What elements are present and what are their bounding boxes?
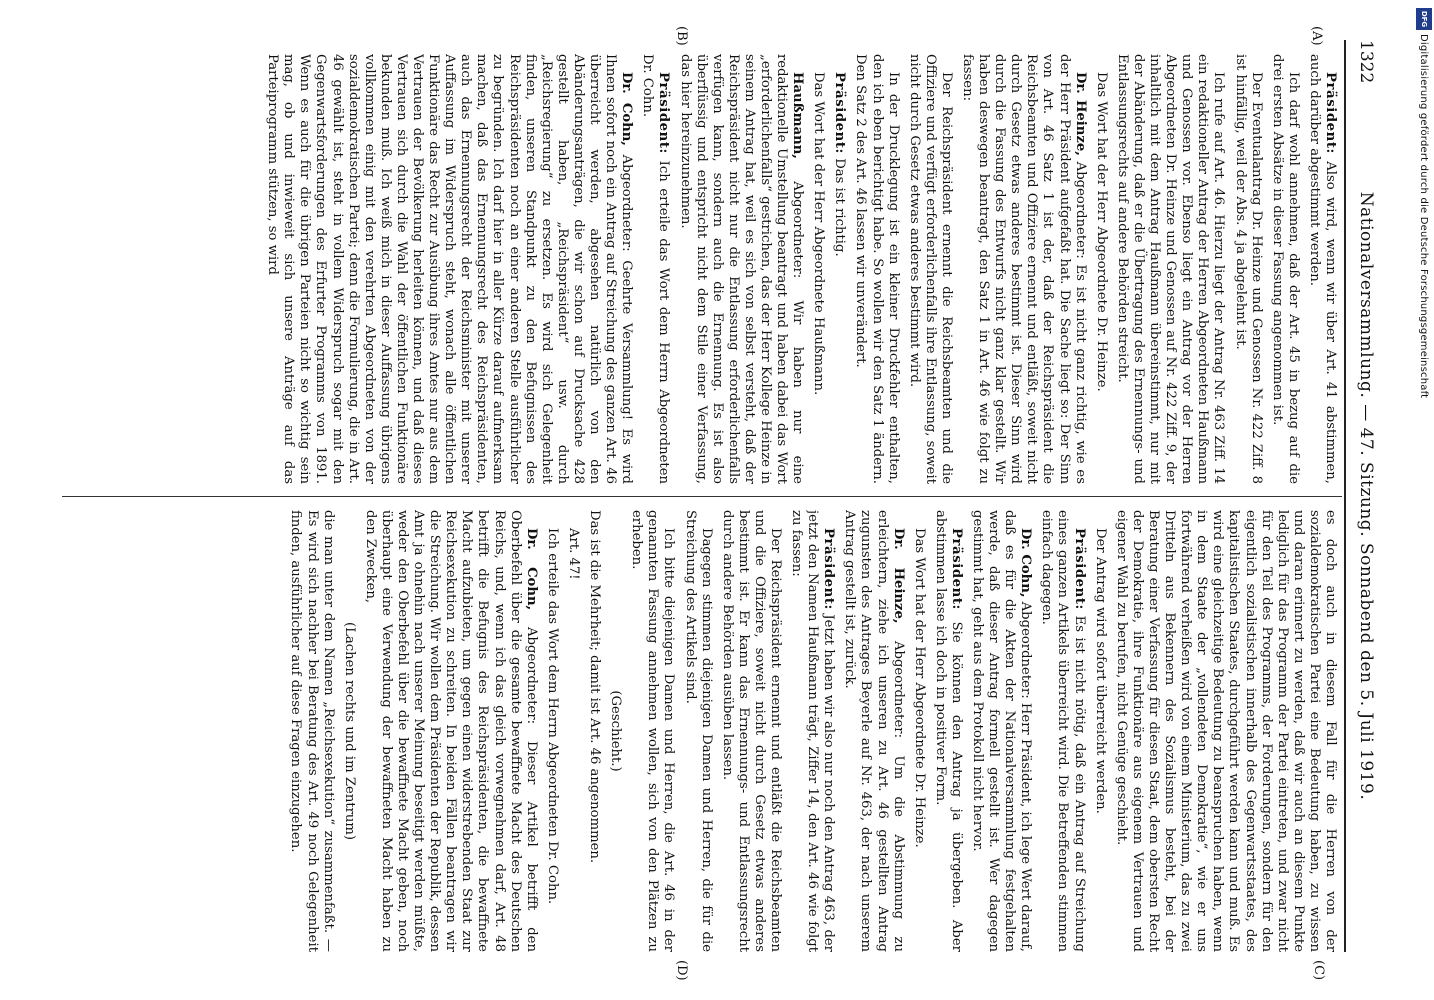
- speaker-label: Präsident:: [832, 72, 848, 155]
- paragraph: [831, 54, 847, 484]
- paragraph-text: Abgeordneter: Geehrte Versammlung! Es wird Ihnen sofort noch ein Antrag auf Streichung des ganzen Art. 46 überreicht werden, abgesehen natürlich von den Abänderungsanträgen, die wir schon auf Drucksache 428 gestellt haben, „Reichspräsident“ usw. durch „Reichsregierung“ zu ersetzen. Es wird sich Gelegenheit finden, unseren Standpunkt zu den Befugnissen des Reichspräsidenten noch an einer anderen Stelle ausführlicher zu begründen. Ich darf hier in aller Kürze darauf aufmerksam machen, daß das Ernennungsrecht des Reichspräsidenten, auch das Ernennungsrecht der Reichsminister mit unserer Auffassung im Widerspruch steht, wonach alle öffentlichen Funktionäre das Recht zur Ausübung ihres Amtes nur aus dem Vertrauen der Bevölkerung herleiten können, und daß dieses Vertrauen sich durch die Wahl der öffentlichen Funktionäre bekunden muß. Ich weiß mich in dieser Auffassung übrigens vollkommen einig mit den verehrten Abgeordneten von der sozialdemokratischen Partei; denn die Formulierung, die in Art. 46 gewählt ist, steht in vollem Widerspruch sogar mit den Gegenwartsforderungen des Erfurter Programms von 1891. Wenn es auch für die übrigen Parteien nicht so wichtig sein mag, ob und inwieweit sich unsere Anträge auf das Parteiprogramm stützen, so wird: [265, 54, 635, 484]
- paragraph: die man unter dem Namen „Reichsexekution“ zusammenfaßt. — Es wird sich nachher bei Beratung des Art. 49 noch Gelegenheit finden, ausführlicher auf diese Fragen einzugehen.: [288, 510, 336, 952]
- margin-marker-c: (C): [1311, 960, 1326, 981]
- paragraph-text: Abgeordneter: Um die Abstimmung zu erleichtern, ziehe ich unseren zu Art. 46 gestellten Antrag zugunsten des Antrages Beyerle auf Nr. 463, der nach unserem Antrag gestellt ist, zurück.: [842, 510, 906, 952]
- paragraph: Ich darf wohl annehmen, daß der Art. 45 in bezug auf die drei ersten Absätze in dieser Fassung angenommen ist.: [1269, 54, 1301, 484]
- stage-direction: (Lachen rechts und im Zentrum): [341, 621, 357, 841]
- speaker-name: Dr. Heinze,: [1072, 72, 1088, 156]
- paragraph: Dagegen stimmen diejenigen Damen und Herren, die für die Streichung des Artikels sind.: [682, 510, 714, 952]
- margin-marker-b: (B): [674, 26, 689, 46]
- paragraph: Ich bitte diejenigen Damen und Herren, die Art. 46 in der genannten Fassung annehmen wollen, sich von den Plätzen zu erheben.: [629, 510, 677, 952]
- paragraph: es doch auch in diesem Fall für die Herren von der sozialdemokratischen Partei eine Bedeutung haben, zu wissen und daran erinnert zu werden, daß wir auch an diesem Punkte lediglich für das Programm der Partei eintreten, und zwar nicht für den Teil des Programms, der Forderungen, sondern für den eigentlich sozialistischen innerhalb des Gegenwartsstaates, des kapitalistischen Staates, durchgeführt werden kann und muß. Es wird eine gleichzeitige Bedeutung zu beanspruchen haben, wenn in dem Staate der „vollendeten Demokratie“, wie er uns fortwährend verheißen wird von einem Ministerium, das zu zwei Dritteln aus Bekennern des Sozialismus besteht, bei der Beratung einer Verfassung für diesen Staat, dem obersten Recht der Demokratie, ihre Funktionäre aus eigenem Vertrauen und eigener Wahl zu berufen, nicht Genüge geschieht.: [1113, 510, 1338, 952]
- paragraph: [362, 510, 539, 952]
- paragraph: [1038, 510, 1086, 952]
- margin-marker-d: (D): [674, 960, 689, 981]
- dfg-logo: DFG: [1416, 8, 1432, 30]
- column-separator: [62, 496, 1342, 497]
- paragraph-text: Abgeordneter: Herr Präsident, ich lege Wert darauf, daß es für die Akten der Nationalversammlung festgehalten werde, daß dieser Antrag formell gestellt ist. Wer dagegen gestimmt hat, geht aus dem Protokoll nicht hervor.: [970, 510, 1034, 952]
- paragraph: Das Wort hat der Herr Abgeordnete Haußmann.: [811, 72, 827, 396]
- right-column: [68, 510, 1338, 952]
- speaker-label: Präsident:: [1323, 72, 1338, 155]
- speaker-label: Präsident:: [656, 72, 672, 155]
- speaker-name: Dr. Cohn,: [619, 72, 635, 146]
- speaker-label: Präsident:: [948, 528, 964, 611]
- paragraph: Das Wort hat der Herr Abgeordnete Dr. Heinze.: [911, 528, 927, 848]
- paragraph: Der Eventualantrag Dr. Heinze und Genossen Nr. 422 Ziff. 8 ist hinfällig, weil der Abs. 4 ja abgelehnt ist.: [1232, 54, 1264, 484]
- paragraph-text: Sie können den Antrag ja übergeben. Aber abstimmen lasse ich doch in positiver Form.: [932, 510, 964, 952]
- page-header: [1348, 40, 1376, 952]
- paragraph-text: Es ist nicht nötig, daß ein Antrag auf Streichung eines ganzen Artikels überreicht wird. Die Betreffenden stimmen einfach dagegen.: [1039, 510, 1087, 952]
- paragraph-text: Ich erteile das Wort dem Herrn Abgeordneten Dr. Cohn.: [640, 54, 672, 484]
- paragraph-text: Also wird, wenn wir über Art. 41 abstimmen, auch darüber abgestimmt werden.: [1306, 54, 1338, 484]
- paragraph-text: Abgeordneter: Wir haben nur eine redaktionelle Umstellung beantragt und haben dabei das Wort „erforderlichenfalls“ gestrichen, das der Herr Kollege Heinze in seinem Antrag hat, weil es sich von selbst versteht, daß der Reichspräsident nicht nur die Entlassung erforderlichenfalls verfügen kann, sondern auch die Ernennung. Es ist also überflüssig und entspricht nicht dem Stile einer Verfassung, das hier hereinzunehmen.: [677, 54, 806, 484]
- page-number: 1322: [1356, 40, 1376, 84]
- stage-direction: (Geschieht.): [608, 690, 624, 772]
- paragraph: In der Drucklegung ist ein kleiner Druckfehler enthalten, den ich eben berichtigt habe. So wollen wir den Satz 1 ändern. Den Satz 2 des Art. 46 lassen wir unverändert.: [853, 54, 901, 484]
- paragraph: Das ist die Mehrheit; damit ist Art. 46 angenommen.: [587, 510, 603, 864]
- header-rule: [1344, 40, 1346, 952]
- paragraph: [932, 510, 964, 952]
- speaker-name: Haußmann,: [790, 72, 806, 159]
- paragraph-text: Abgeordneter: Es ist nicht ganz richtig, wie es der Herr Präsident aufgefaßt hat. Die Sache liegt so: Der Sinn von Art. 46 Satz 1 ist der, daß der Reichspräsident die Reichsbeamten und Offiziere ernennt und entläßt, soweit nicht durch Gesetz etwas anderes bestimmt ist. Dieser Sinn wird durch die Fassung des Entwurfs nicht ganz klar gestellt. Wir haben deswegen beantragt, den Satz 1 in Art. 46 wie folgt zu fassen:: [960, 54, 1088, 484]
- speaker-name: Dr. Cohn,: [523, 528, 539, 611]
- speaker-name: Dr. Heinze,: [890, 528, 906, 624]
- paragraph: Das Wort hat der Herr Abgeordnete Dr. Heinze.: [1093, 72, 1109, 392]
- paragraph: Der Antrag wird sofort überreicht werden.: [1092, 528, 1108, 814]
- speaker-label: Präsident:: [1071, 528, 1087, 611]
- paragraph-quote: Der Reichspräsident ernennt die Reichsbeamten und die Offiziere und verfügt erforderlichenfalls ihre Entlassung, soweit nicht durch Gesetz etwas anderes bestimmt wird.: [906, 54, 954, 484]
- paragraph-text: Abgeordneter: Dieser Artikel betrifft den Oberbefehl über die gesamte bewaffnete Macht des Deutschen Reichs, und, wenn ich das gleich vorwegnehmen darf, Art. 48 betrifft die Befugnis des Reichspräsidenten, die bewaffnete Macht aufzubieten, um gegen einen widerstrebenden Staat zur Reichsexekution zu schreiten. In beiden Fällen beantragen wir die Streichung. Wir wollen dem Präsidenten der Republik, dessen Amt ja ohnehin nach unserer Meinung beseitigt werden müßte, weder den Oberbefehl über die bewaffnete Macht geben, noch überhaupt eine Verwendung der bewaffneten Macht haben zu den Zwecken,: [362, 510, 539, 952]
- margin-marker-a: (A): [1309, 26, 1324, 46]
- paragraph: [841, 510, 905, 952]
- speaker-label: Präsident:: [821, 528, 837, 611]
- paragraph-quote: Der Reichspräsident ernennt und entläßt die Reichsbeamten und die Offiziere, soweit nicht durch Gesetz etwas anderes bestimmt ist. Er kann das Ernennungs- und Entlassungsrecht durch andere Behörden ausüben lassen.: [719, 510, 783, 952]
- paragraph: [969, 510, 1033, 952]
- paragraph: Art. 47!: [565, 528, 581, 580]
- speaker-name: Dr. Cohn,: [1018, 528, 1034, 598]
- paragraph: [1306, 54, 1338, 484]
- paragraph-text: Das ist richtig.: [832, 158, 848, 257]
- left-column: [68, 54, 1338, 484]
- digitization-credit: Digitalisierung gefördert durch die Deutsche Forschungsgemeinschaft: [1418, 34, 1429, 399]
- running-title: Nationalversammlung. — 47. Sitzung. Sonnabend den 5. Juli 1919.: [1356, 191, 1376, 801]
- paragraph: [639, 54, 671, 484]
- digitization-credit-bar: [1412, 12, 1434, 1000]
- paragraph: Ich rufe auf Art. 46. Hierzu liegt der Antrag Nr. 463 Ziff. 14 ein redaktioneller Antrag der Herren Abgeordneten Haußmann und Genossen vor. Ebenso liegt ein Antrag vor der Herren Abgeordneten Dr. Heinze und Genossen auf Nr. 422 Ziff. 9, der inhaltlich mit dem Antrag Haußmann übereinstimmt, nur mit der Abänderung, daß er die Übertragung des Ernennungs- und Entlassungsrechts auf andere Behörden streicht.: [1114, 54, 1227, 484]
- paragraph: [264, 54, 634, 484]
- paragraph: [676, 54, 805, 484]
- paragraph: [788, 510, 836, 952]
- paragraph-text: Jetzt haben wir also nur noch den Antrag 463, der jetzt den Namen Haußmann trägt, Ziffer 14, den Art. 46 wie folgt zu fassen:: [789, 510, 837, 952]
- paragraph: [959, 54, 1088, 484]
- paragraph: Ich erteile das Wort dem Herrn Abgeordneten Dr. Cohn.: [544, 528, 560, 905]
